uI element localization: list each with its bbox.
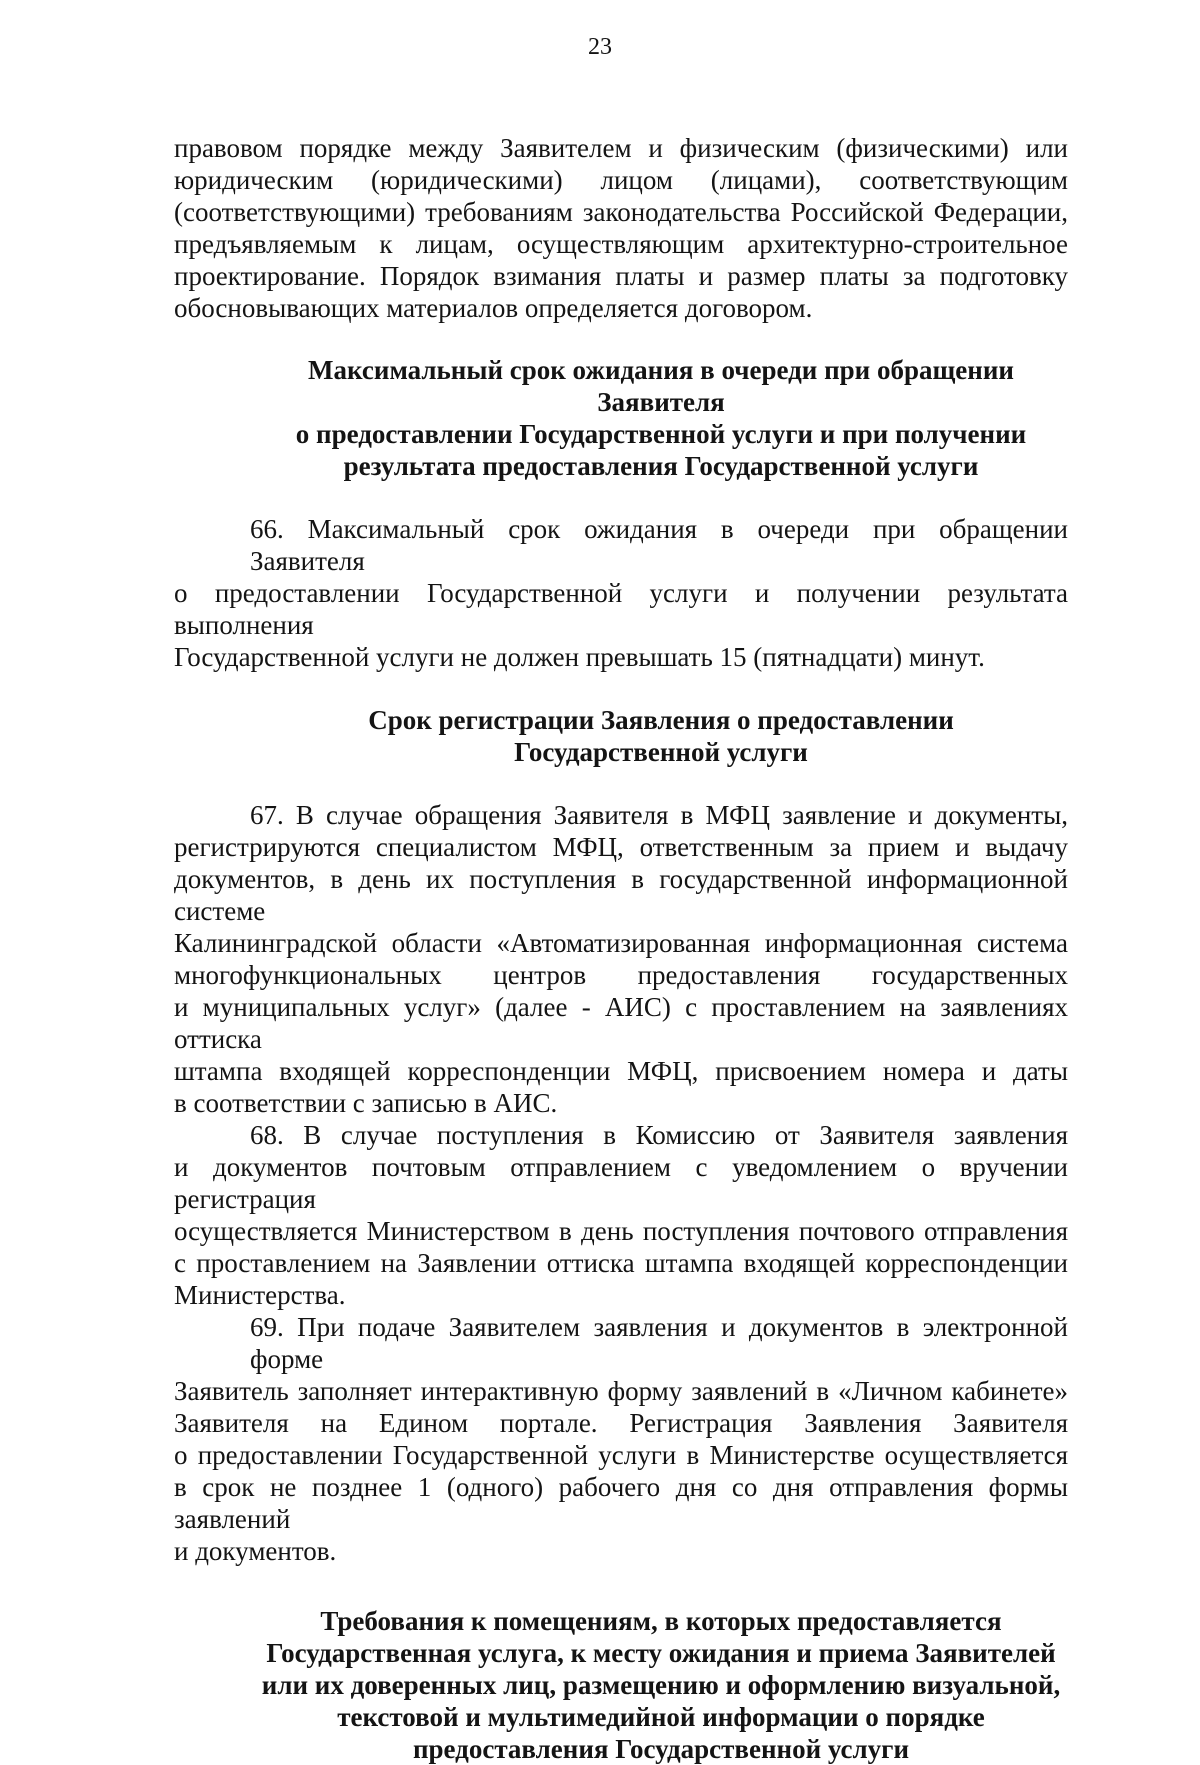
text-line: о предоставлении Государственной услуги и получении результата выполнения — [174, 578, 1068, 640]
section-heading-premises-requirements — [174, 1605, 1068, 1765]
text-line: в соответствии с записью в АИС. — [174, 1088, 558, 1118]
text-line: осуществляется Министерством в день поступления почтового отправления — [174, 1216, 1068, 1246]
section-heading-registration-period — [174, 704, 1068, 768]
text-line: (соответствующими) требованиям законодательства Российской Федерации, — [174, 197, 1068, 227]
text-line: Государственной услуги не должен превышать 15 (пятнадцати) минут. — [174, 642, 985, 672]
heading-line: Срок регистрации Заявления о предоставлении — [368, 705, 954, 735]
text-line: предъявляемым к лицам, осуществляющим архитектурно-строительное — [174, 229, 1068, 259]
text-line: Заявителя на Едином портале. Регистрация Заявления Заявителя — [174, 1408, 1068, 1438]
text-line: Заявитель заполняет интерактивную форму заявлений в «Личном кабинете» — [174, 1376, 1068, 1406]
text-line: 66. Максимальный срок ожидания в очереди при обращении Заявителя — [250, 514, 1068, 576]
text-line: юридическим (юридическими) лицом (лицами), соответствующим — [174, 165, 1068, 195]
text-line: Министерства. — [174, 1280, 346, 1310]
text-line: и муниципальных услуг» (далее - АИС) с проставлением на заявлениях оттиска — [174, 992, 1068, 1054]
heading-line: Государственной услуги — [514, 737, 808, 767]
text-line: документов, в день их поступления в государственной информационной системе — [174, 864, 1068, 926]
text-line: проектирование. Порядок взимания платы и размер платы за подготовку — [174, 261, 1068, 291]
section-heading-queue-time — [174, 354, 1068, 482]
heading-line: текстовой и мультимедийной информации о порядке — [337, 1702, 985, 1732]
paragraph-66 — [174, 513, 1068, 673]
text-line: и документов почтовым отправлением с уведомлением о вручении регистрация — [174, 1152, 1068, 1214]
heading-line: о предоставлении Государственной услуги и при получении — [295, 419, 1027, 449]
text-line: о предоставлении Государственной услуги в Министерстве осуществляется — [174, 1440, 1068, 1470]
heading-line: результата предоставления Государственной услуги — [343, 451, 979, 481]
text-line: регистрируются специалистом МФЦ, ответственным за прием и выдачу — [174, 832, 1068, 862]
heading-line: Требования к помещениям, в которых предоставляется — [320, 1606, 1002, 1636]
text-line: 69. При подаче Заявителем заявления и документов в электронной форме — [250, 1312, 1068, 1374]
page-content — [174, 132, 1068, 1765]
text-line: обосновывающих материалов определяется договором. — [174, 293, 813, 323]
paragraph-68 — [174, 1119, 1068, 1311]
paragraph-69 — [174, 1311, 1068, 1567]
text-line: с проставлением на Заявлении оттиска штампа входящей корреспонденции — [174, 1248, 1068, 1278]
heading-line: Максимальный срок ожидания в очереди при обращении Заявителя — [308, 355, 1014, 417]
paragraph-continuation — [174, 132, 1068, 324]
text-line: Калининградской области «Автоматизированная информационная система — [174, 928, 1068, 958]
heading-line: предоставления Государственной услуги — [412, 1734, 910, 1764]
page-number: 23 — [588, 34, 612, 60]
text-line: 67. В случае обращения Заявителя в МФЦ заявление и документы, — [250, 800, 1068, 830]
text-line: правовом порядке между Заявителем и физическим (физическими) или — [174, 133, 1068, 163]
heading-line: или их доверенных лиц, размещению и оформлению визуальной, — [261, 1670, 1061, 1700]
text-line: 68. В случае поступления в Комиссию от Заявителя заявления — [250, 1120, 1068, 1150]
paragraph-67 — [174, 799, 1068, 1119]
text-line: штампа входящей корреспонденции МФЦ, присвоением номера и даты — [174, 1056, 1068, 1086]
text-line: многофункциональных центров предоставления государственных — [174, 960, 1068, 990]
text-line: и документов. — [174, 1536, 337, 1566]
text-line: в срок не позднее 1 (одного) рабочего дня со дня отправления формы заявлений — [174, 1472, 1068, 1534]
heading-line: Государственная услуга, к месту ожидания и приема Заявителей — [266, 1638, 1056, 1668]
